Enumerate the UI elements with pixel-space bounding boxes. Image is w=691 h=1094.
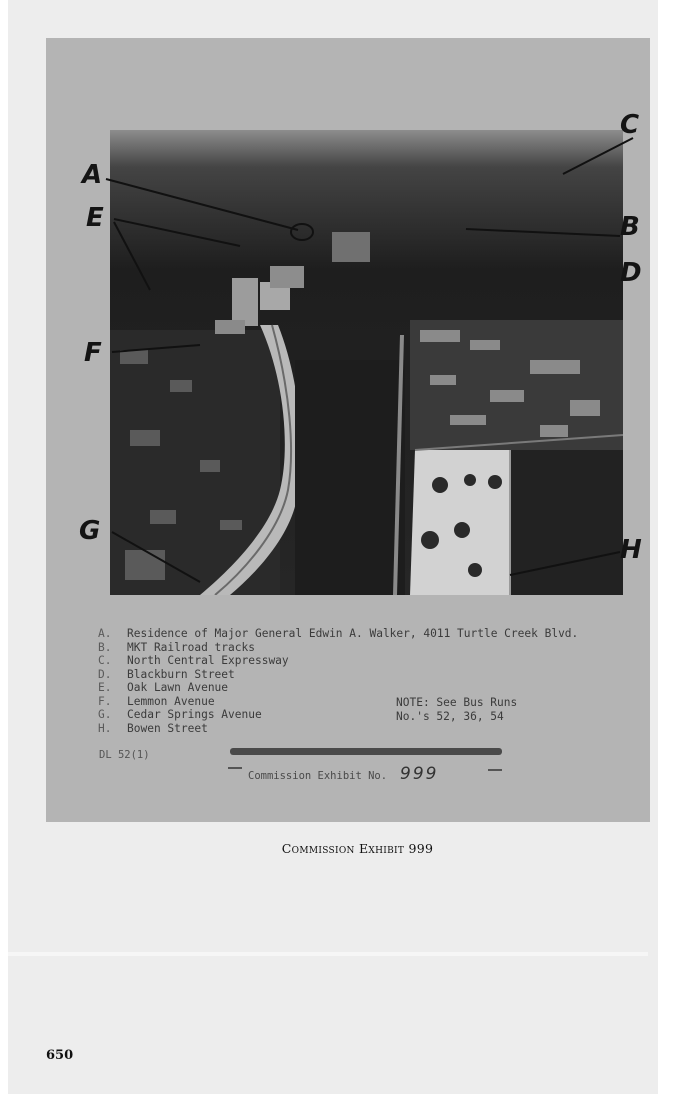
photo-label-g: G [79, 516, 101, 546]
legend-key: H. [98, 721, 112, 735]
stamp-tick-left [228, 767, 242, 769]
legend-text: MKT Railroad tracks [127, 640, 255, 654]
dl-reference: DL 52(1) [99, 749, 150, 761]
note-line-2: No.'s 52, 36, 54 [396, 709, 504, 723]
aerial-photograph [110, 130, 623, 595]
legend-text: North Central Expressway [127, 654, 289, 667]
legend-key: C. [98, 654, 112, 667]
legend-item-g [98, 708, 618, 722]
legend-key: A. [98, 627, 112, 640]
legend-key: B. [98, 640, 112, 654]
stamp-label: Commission Exhibit No. [248, 770, 388, 782]
legend-text: Lemmon Avenue [127, 694, 215, 708]
legend-item-h [98, 722, 618, 736]
sheet-fold-line [8, 952, 648, 956]
legend-key: F. [98, 694, 112, 708]
legend-text: Cedar Springs Avenue [127, 708, 262, 721]
legend-item-e [98, 681, 618, 695]
note-line-1: NOTE: See Bus Runs [396, 696, 518, 709]
stamp-bar [230, 748, 502, 755]
legend-key: E. [98, 681, 112, 694]
photo-label-c: C [620, 110, 640, 140]
legend-text: Residence of Major General Edwin A. Walker, 4011 Turtle Creek Blvd. [127, 627, 579, 640]
legend-item-d [98, 668, 618, 682]
stamp-number: 999 [400, 764, 439, 784]
legend-item-b [98, 641, 618, 655]
bus-runs-note [396, 696, 517, 723]
figure-caption: Commission Exhibit 999 [281, 841, 434, 856]
legend-item-c [98, 654, 618, 668]
page-number: 650 [46, 1048, 74, 1063]
legend-text: Bowen Street [127, 721, 208, 735]
photo-label-d: D [620, 258, 642, 288]
legend-item-f [98, 695, 618, 709]
legend-key: G. [98, 708, 112, 721]
photo-label-e: E [86, 203, 104, 233]
stamp-tick-right [488, 769, 502, 771]
photo-label-a: A [82, 160, 103, 190]
legend-item-a [98, 627, 618, 641]
legend-key: D. [98, 667, 112, 681]
exhibit-stamp [228, 748, 504, 788]
photo-label-b: B [620, 212, 640, 242]
photo-label-h: H [620, 535, 642, 565]
legend-text: Oak Lawn Avenue [127, 681, 229, 694]
legend-text: Blackburn Street [127, 667, 235, 681]
legend-list [98, 627, 618, 735]
photo-label-f: F [84, 338, 102, 368]
